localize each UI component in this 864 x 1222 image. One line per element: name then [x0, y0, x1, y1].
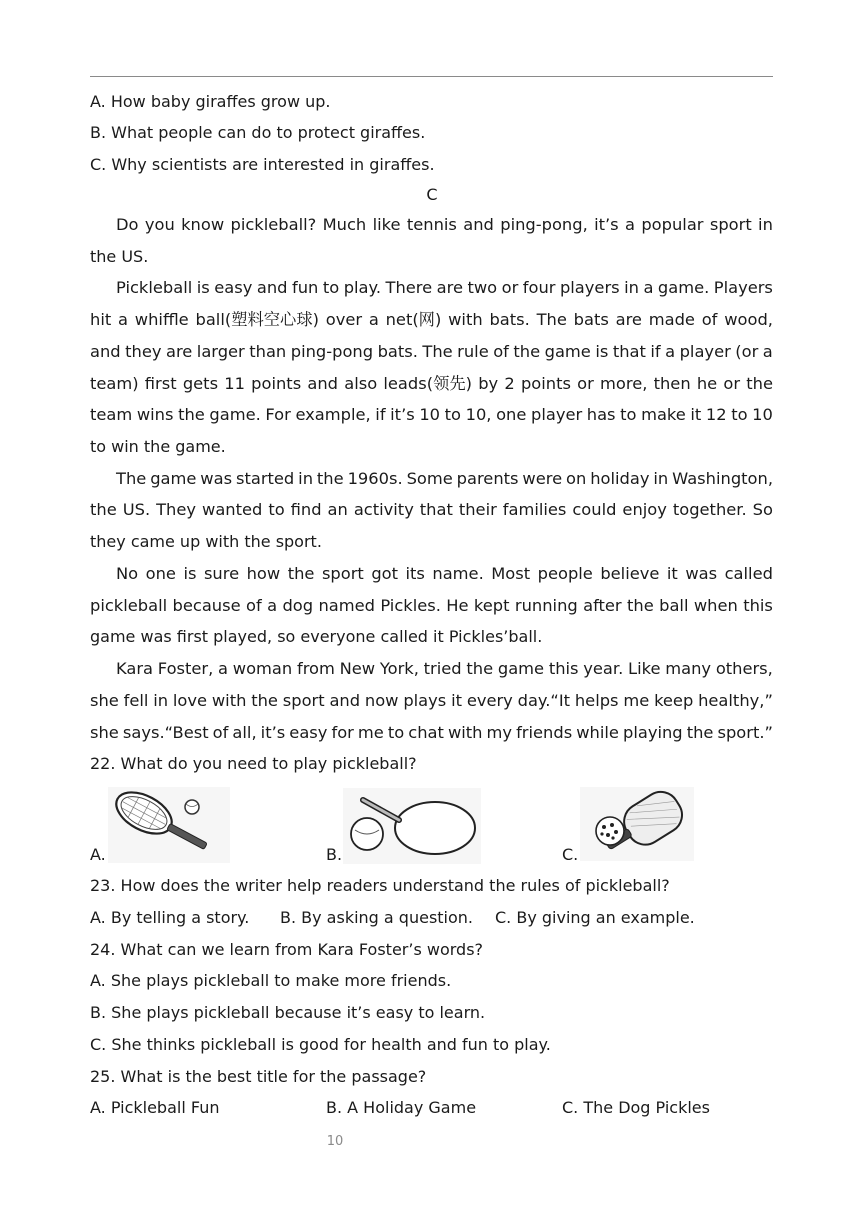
question-22-stem: 22. What do you need to play pickleball?: [90, 754, 417, 773]
q22-option-b-label: B.: [326, 845, 343, 864]
header-rule: [90, 76, 773, 77]
q23-option-b: B. By asking a question.: [280, 908, 474, 927]
q25-option-a: A. Pickleball Fun: [90, 1098, 220, 1117]
pickleball-paddle-icon: [580, 787, 694, 861]
passage-line: she fell in love with the sport and now plays it every day.“It helps me keep healthy,”: [90, 691, 773, 710]
prev-option-b: B. What people can do to protect giraffes.: [90, 123, 426, 142]
passage-line: team wins the game. For example, if it’s 10 to 10, one player has to make it 12 to 10: [90, 405, 773, 424]
q24-option-a: A. She plays pickleball to make more friends.: [90, 971, 452, 990]
prev-option-a: A. How baby giraffes grow up.: [90, 92, 331, 111]
q23-option-a: A. By telling a story.: [90, 908, 250, 927]
q23-option-c: C. By giving an example.: [495, 908, 695, 927]
passage-line: team) first gets 11 points and also leads(领先) by 2 points or more, then he or the: [90, 374, 773, 393]
q25-option-c: C. The Dog Pickles: [562, 1098, 710, 1117]
passage-line: the US. They wanted to find an activity that their families could enjoy together. So: [90, 500, 773, 519]
passage-line: The game was started in the 1960s. Some parents were on holiday in Washington,: [116, 469, 773, 488]
passage-line: the US.: [90, 247, 149, 266]
passage-line: game was first played, so everyone called it Pickles’ball.: [90, 627, 543, 646]
q25-option-b: B. A Holiday Game: [326, 1098, 477, 1117]
q24-option-b: B. She plays pickleball because it’s easy to learn.: [90, 1003, 486, 1022]
passage-line: she says.“Best of all, it’s easy for me to chat with my friends while playing the sport.”: [90, 723, 773, 742]
passage-line: Kara Foster, a woman from New York, tried the game this year. Like many others,: [116, 659, 773, 678]
passage-line: Pickleball is easy and fun to play. There are two or four players in a game. Players: [116, 278, 773, 297]
passage-line: to win the game.: [90, 437, 226, 456]
passage-line: No one is sure how the sport got its name. Most people believe it was called: [116, 564, 773, 583]
question-25-stem: 25. What is the best title for the passage?: [90, 1067, 427, 1086]
ping-pong-paddle-icon: [343, 788, 481, 864]
question-23-stem: 23. How does the writer help readers understand the rules of pickleball?: [90, 876, 670, 895]
passage-line: they came up with the sport.: [90, 532, 322, 551]
q22-option-c-label: C.: [562, 845, 579, 864]
q22-option-a-label: A.: [90, 845, 106, 864]
passage-line: hit a whiffle ball(塑料空心球) over a net(网) with bats. The bats are made of wood,: [90, 310, 773, 329]
passage-line: and they are larger than ping-pong bats. The rule of the game is that if a player (or a: [90, 342, 773, 361]
prev-option-c: C. Why scientists are interested in giraffes.: [90, 155, 435, 174]
question-24-stem: 24. What can we learn from Kara Foster’s words?: [90, 940, 484, 959]
passage-line: pickleball because of a dog named Pickles. He kept running after the ball when this: [90, 596, 773, 615]
page-number: 10: [326, 1134, 344, 1149]
section-label: C: [426, 185, 438, 204]
q24-option-c: C. She thinks pickleball is good for health and fun to play.: [90, 1035, 551, 1054]
passage-line: Do you know pickleball? Much like tennis and ping-pong, it’s a popular sport in: [116, 215, 773, 234]
tennis-racket-icon: [108, 787, 230, 863]
